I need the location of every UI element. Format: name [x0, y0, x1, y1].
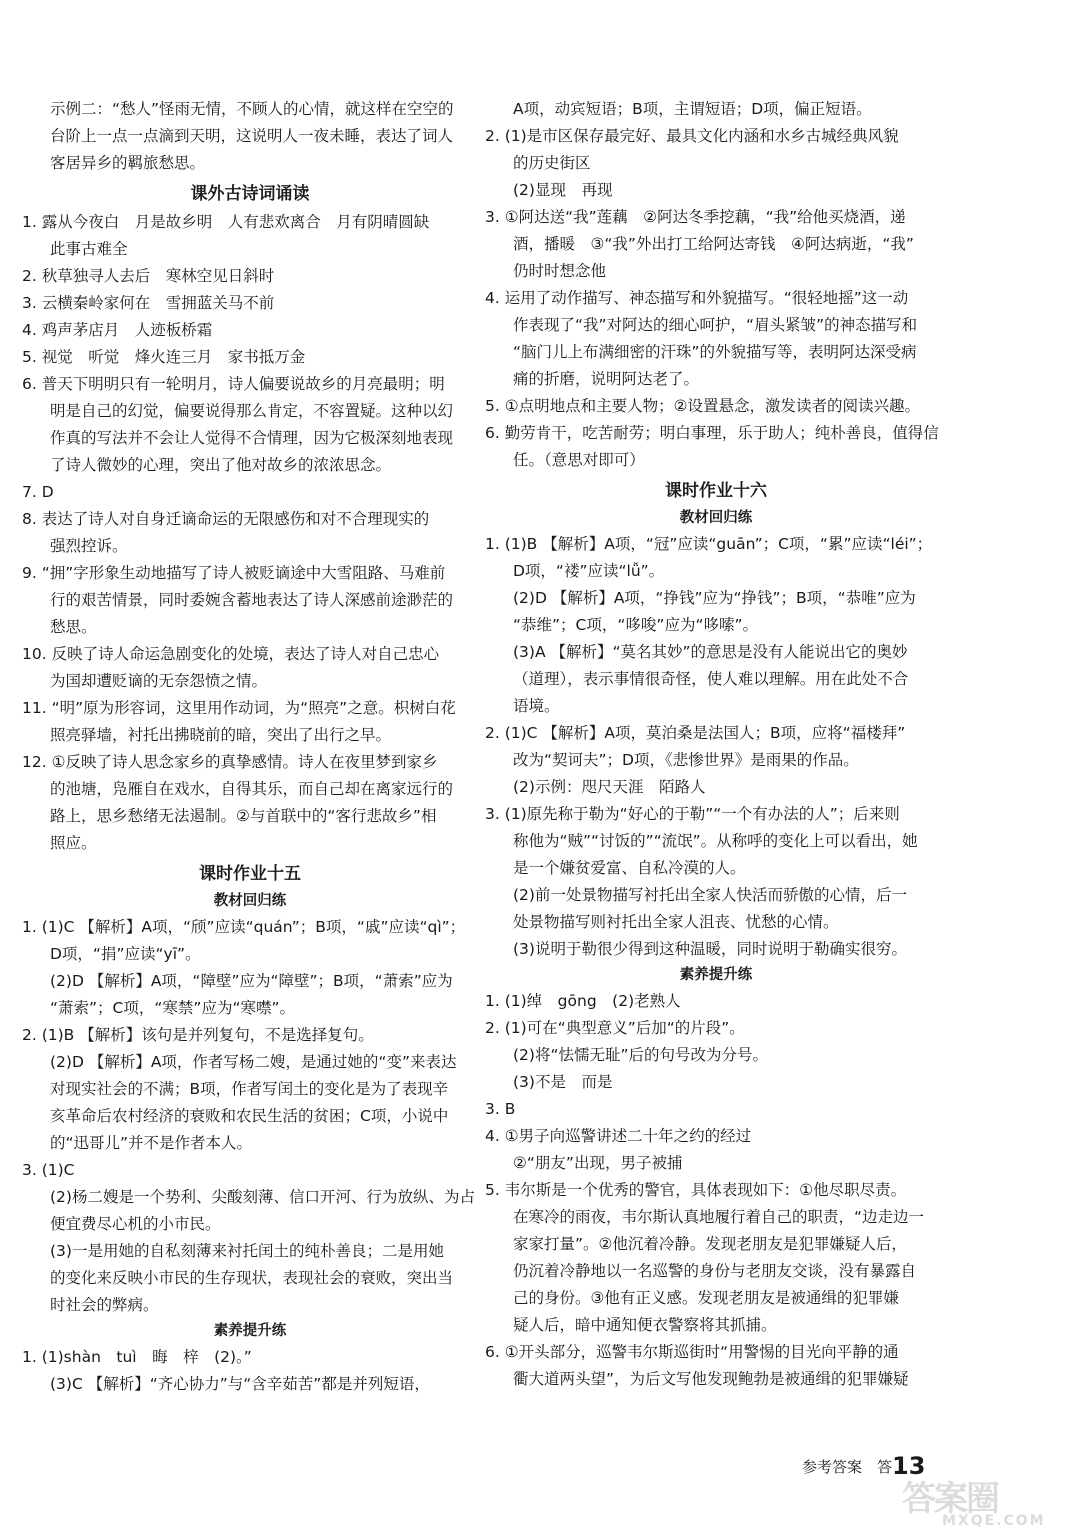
page-footer [802, 1452, 925, 1481]
answer-line: (2)D 【解析】A项，“障壁”应为“障壁”；B项，“萧索”应为 [50, 972, 453, 990]
answer-line: 7. D [22, 483, 54, 501]
answer-line: 3. ①阿达送“我”莲藕 ②阿达冬季挖藕，“我”给他买烧酒，递 [485, 208, 906, 226]
answer-line: 痛的折磨，说明阿达老了。 [513, 370, 700, 388]
answer-line: 11. “明”原为形容词，这里用作动词，为“照亮”之意。枳树白花 [22, 699, 456, 717]
section-heading: 课时作业十六 [665, 481, 767, 501]
section-heading: 课外古诗词诵读 [190, 184, 310, 204]
answer-line: 语境。 [513, 697, 560, 715]
answer-line: 示例二：“愁人”怪雨无情，不顾人的心情，就这样在空空的 [50, 100, 454, 118]
subsection-heading: 教材回归练 [213, 893, 287, 909]
answer-line: 1. (1)绰 gōng (2)老熟人 [485, 992, 681, 1010]
answer-line: 对现实社会的不满；B项，作者写闰土的变化是为了表现辛 [50, 1080, 449, 1098]
answer-line: 3. (1)原先称于勒为“好心的于勒”“一个有办法的人”；后来则 [485, 805, 900, 823]
answer-line: 2. (1)C 【解析】A项，莫泊桑是法国人；B项，应将“福楼拜” [485, 724, 906, 742]
answer-line: 2. (1)B 【解析】该句是并列复句，不是选择复句。 [22, 1026, 374, 1044]
answer-line: 愁思。 [50, 618, 97, 636]
answer-line: 5. ①点明地点和主要人物；②设置悬念，激发读者的阅读兴趣。 [485, 397, 921, 415]
answer-line: 家家打量”。②他沉着冷静。发现老朋友是犯罪嫌疑人后， [513, 1235, 907, 1253]
answer-line: 此事古难全 [50, 240, 128, 258]
answer-line: “恭维”；C项，“哆唆”应为“哆嗦”。 [513, 616, 759, 634]
answer-line: 仍时时想念他 [513, 262, 607, 280]
answer-line: (2)将“怯懦无耻”后的句号改为分号。 [513, 1046, 769, 1064]
answer-line: 8. 表达了诗人对自身迁谪命运的无限感伤和对不合理现实的 [22, 510, 430, 528]
answer-line: 作表现了“我”对阿达的细心呵护，“眉头紧皱”的神态描写和 [513, 316, 918, 334]
answer-line: 任。（意思对即可） [513, 451, 645, 469]
answer-line: 3. B [485, 1100, 516, 1118]
section-heading: 课时作业十五 [199, 864, 301, 884]
answer-line: 6. 普天下明明只有一轮明月，诗人偏要说故乡的月亮最明；明 [22, 375, 445, 393]
answer-line: 1. (1)B 【解析】A项，“冠”应读“guān”；C项，“累”应读“léi”； [485, 535, 933, 553]
answer-line: (2)D 【解析】A项，“挣钱”应为“挣钱”；B项，“恭唯”应为 [513, 589, 916, 607]
answer-line: 照亮驿墙，衬托出拂晓前的暗，突出了出行之早。 [50, 726, 392, 744]
answer-line: 是一个嫌贫爱富、自私冷漠的人。 [513, 859, 746, 877]
answer-line: 9. “拥”字形象生动地描写了诗人被贬谪途中大雪阻路、马难前 [22, 564, 446, 582]
right-column [485, 96, 947, 1393]
answer-line: 衢大道两头望”，为后文写他发现鲍勃是被通缉的犯罪嫌疑 [513, 1370, 909, 1388]
answer-line: 便宜费尽心机的小市民。 [50, 1215, 221, 1233]
answer-line: “脑门儿上布满细密的汗珠”的外貌描写等，表明阿达深受病 [513, 343, 917, 361]
answer-line: (3)A 【解析】“莫名其妙”的意思是没有人能说出它的奥妙 [513, 643, 908, 661]
answer-line: 酒，播暖 ③“我”外出打工给阿达寄钱 ④阿达病逝，“我” [513, 235, 914, 253]
answer-line: 1. 露从今夜白 月是故乡明 人有悲欢离合 月有阴晴圆缺 [22, 213, 430, 231]
answer-line: (2)示例：咫尺天涯 陌路人 [513, 778, 706, 796]
answer-line: 3. 云横秦岭家何在 雪拥蓝关马不前 [22, 294, 275, 312]
answer-line: 2. (1)是市区保存最完好、最具文化内涵和水乡古城经典风貌 [485, 127, 899, 145]
answer-line: 6. 勤劳肯干，吃苦耐劳；明白事理，乐于助人；纯朴善良，值得信 [485, 424, 939, 442]
left-column [22, 96, 478, 1398]
page-number: 13 [892, 1452, 926, 1480]
answer-line: 处景物描写则衬托出全家人沮丧、忧愁的心情。 [513, 913, 839, 931]
answer-line: 的变化来反映小市民的生存现状，表现社会的衰败，突出当 [50, 1269, 454, 1287]
answer-line: 强烈控诉。 [50, 537, 128, 555]
answer-line: 5. 韦尔斯是一个优秀的警官，具体表现如下：①他尽职尽责。 [485, 1181, 907, 1199]
answer-line: 疑人后，暗中通知便衣警察将其抓捕。 [513, 1316, 777, 1334]
answer-line: ②“朋友”出现，男子被捕 [513, 1154, 683, 1172]
subsection-heading: 教材回归练 [679, 510, 753, 526]
answer-line: (3)说明于勒很少得到这种温暖，同时说明于勒确实很穷。 [513, 940, 907, 958]
answer-line: 的历史街区 [513, 154, 591, 172]
footer-label: 参考答案 答 [802, 1458, 893, 1476]
answer-line: 台阶上一点一点滴到天明，这说明人一夜未睡，表达了词人 [50, 127, 454, 145]
answer-line: （道理），表示事情很奇怪，使人难以理解。用在此处不合 [513, 670, 909, 688]
answer-line: 6. ①开头部分，巡警韦尔斯巡街时“用警惕的目光向平静的通 [485, 1343, 899, 1361]
answer-line: 4. 鸡声茅店月 人迹板桥霜 [22, 321, 213, 339]
answer-line: 4. 运用了动作描写、神态描写和外貌描写。“很轻地摇”这一动 [485, 289, 909, 307]
answer-line: 的“迅哥儿”并不是作者本人。 [50, 1134, 253, 1152]
answer-line: A项，动宾短语；B项，主谓短语；D项，偏正短语。 [513, 100, 872, 118]
answer-line: 行的艰苦情景，同时委婉含蓄地表达了诗人深感前途渺茫的 [50, 591, 454, 609]
answer-line: 明是自己的幻觉，偏要说得那么肯定，不容置疑。这种以幻 [50, 402, 454, 420]
answer-line: 仍沉着冷静地以一名巡警的身份与老朋友交谈，没有暴露自 [513, 1262, 917, 1280]
answer-line: 己的身份。③他有正义感。发现老朋友是被通缉的犯罪嫌 [513, 1289, 899, 1307]
answer-line: 了诗人微妙的心理，突出了他对故乡的浓浓思念。 [50, 456, 392, 474]
answer-line: 时社会的弊病。 [50, 1296, 159, 1314]
answer-line: (2)杨二嫂是一个势利、尖酸刻薄、信口开河、行为放纵、为占 [50, 1188, 475, 1206]
answer-line: 作真的写法并不会让人觉得不合情理，因为它极深刻地表现 [50, 429, 454, 447]
answer-line: 亥革命后农村经济的衰败和农民生活的贫困；C项，小说中 [50, 1107, 449, 1125]
answer-line: (2)显现 再现 [513, 181, 613, 199]
watermark-url: MXQE.COM [942, 1513, 1046, 1529]
watermark-text: 答案圈 [902, 1479, 998, 1519]
answer-line: 为国却遭贬谪的无奈怨愤之情。 [50, 672, 268, 690]
answer-line: 3. (1)C [22, 1161, 75, 1179]
answer-line: 10. 反映了诗人命运急剧变化的处境，表达了诗人对自己忠心 [22, 645, 440, 663]
watermark-logo [902, 1480, 1062, 1530]
answer-line: 4. ①男子向巡警讲述二十年之约的经过 [485, 1127, 752, 1145]
answer-line: “萧索”；C项，“寒禁”应为“寒噤”。 [50, 999, 296, 1017]
answer-line: (2)D 【解析】A项，作者写杨二嫂，是通过她的“变”来表达 [50, 1053, 457, 1071]
answer-line: 2. (1)可在“典型意义”后加“的片段”。 [485, 1019, 745, 1037]
answer-line: 照应。 [50, 834, 97, 852]
answer-line: 5. 视觉 听觉 烽火连三月 家书抵万金 [22, 348, 306, 366]
answer-line: 1. (1)shàn tuì 晦 梓 (2)。” [22, 1348, 252, 1366]
answer-line: (3)C 【解析】“齐心协力”与“含辛茹苦”都是并列短语， [50, 1375, 430, 1393]
answer-line: 在寒冷的雨夜，韦尔斯认真地履行着自己的职责，“边走边一 [513, 1208, 925, 1226]
subsection-heading: 素养提升练 [679, 967, 753, 983]
subsection-heading: 素养提升练 [213, 1323, 287, 1339]
answer-line: 的池塘，凫雁自在戏水，自得其乐，而自己却在离家远行的 [50, 780, 454, 798]
answer-line: (3)一是用她的自私刻薄来衬托闰土的纯朴善良；二是用她 [50, 1242, 444, 1260]
answer-line: (3)不是 而是 [513, 1073, 613, 1091]
answer-line: 12. ①反映了诗人思念家乡的真挚感情。诗人在夜里梦到家乡 [22, 753, 438, 771]
answer-line: 改为“契诃夫”；D项，《悲惨世界》是雨果的作品。 [513, 751, 859, 769]
answer-line: 路上，思乡愁绪无法遏制。②与首联中的“客行悲故乡”相 [50, 807, 437, 825]
answer-line: D项，“捐”应读“yī”。 [50, 945, 201, 963]
answer-line: 客居异乡的羁旅愁思。 [50, 154, 206, 172]
answer-line: (2)前一处景物描写衬托出全家人快活而骄傲的心情，后一 [513, 886, 907, 904]
answer-line: 称他为“贼”“讨饭的”“流氓”。从称呼的变化上可以看出，她 [513, 832, 918, 850]
answer-line: 2. 秋草独寻人去后 寒林空见日斜时 [22, 267, 275, 285]
answer-line: 1. (1)C 【解析】A项，“颀”应读“quán”；B项，“戚”应读“qì”； [22, 918, 466, 936]
answer-line: D项，“褛”应读“lǚ”。 [513, 562, 665, 580]
